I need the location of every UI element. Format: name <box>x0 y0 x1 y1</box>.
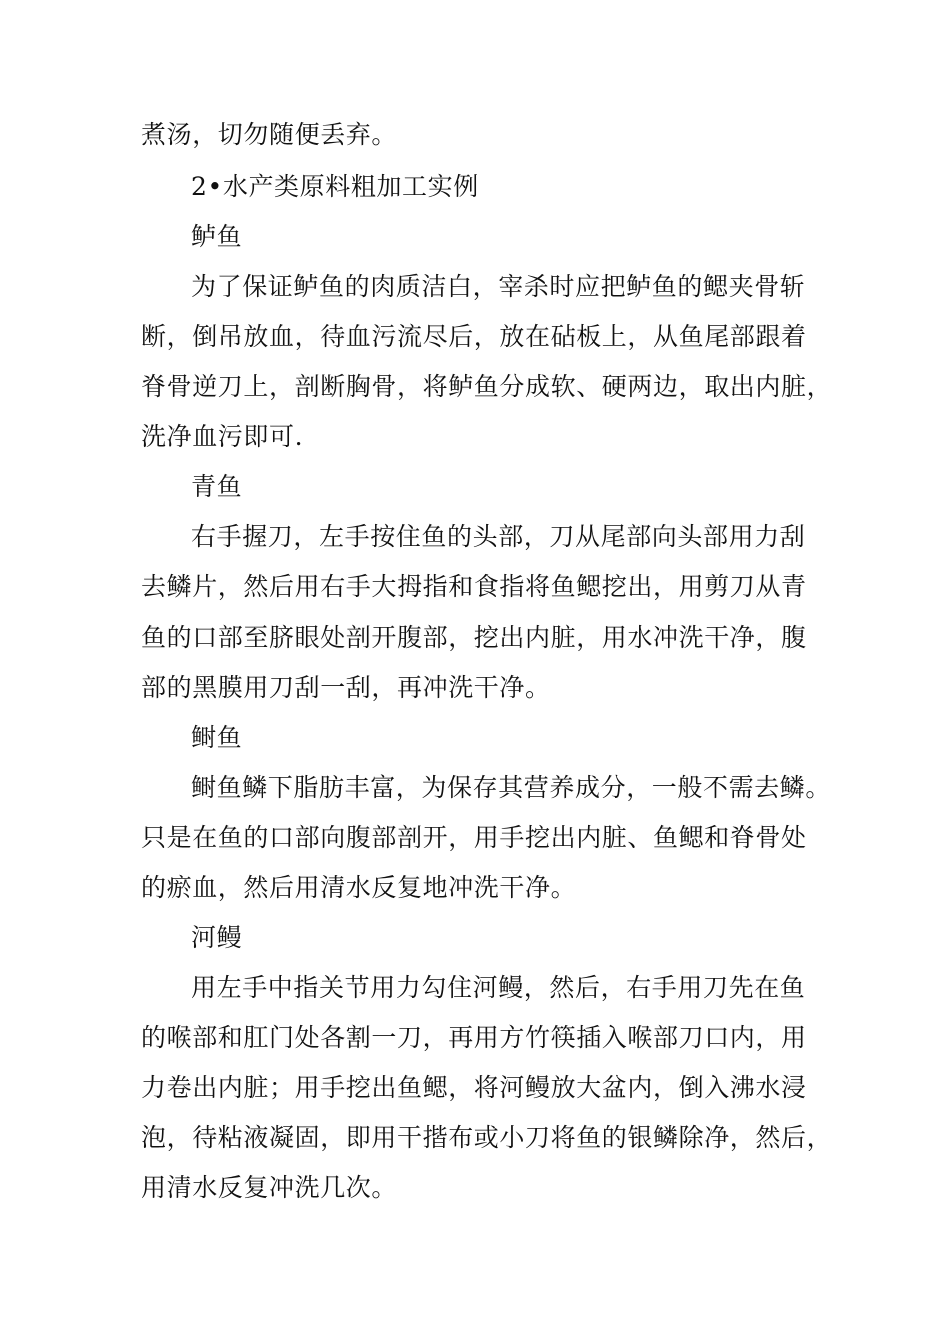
text-line: 洗净血污即可. <box>141 422 304 451</box>
text-line: 力卷出内脏；用手挖出鱼鳃，将河鳗放大盆内，倒入沸水浸 <box>141 1073 807 1102</box>
text-line: 的瘀血，然后用清水反复地冲洗干净。 <box>141 873 577 902</box>
subheading-qingyu: 青鱼 <box>191 472 243 501</box>
text-line: 右手握刀，左手按住鱼的头部，刀从尾部向头部用力刮 <box>191 522 806 551</box>
text-line: 鱼的口部至脐眼处剖开腹部，挖出内脏，用水冲洗干净，腹 <box>141 623 807 652</box>
text-line: 脊骨逆刀上，剖断胸骨，将鲈鱼分成软、硬两边，取出内脏， <box>141 372 833 401</box>
text-line: 部的黑膜用刀刮一刮，再冲洗干净。 <box>141 673 551 702</box>
text-line: 泡，待粘液凝固，即用干揩布或小刀将鱼的银鳞除净，然后， <box>141 1123 833 1152</box>
section-heading: 2•水产类原料粗加工实例 <box>191 172 479 201</box>
subheading-heman: 河鳗 <box>191 923 243 952</box>
text-line: 鲥鱼鳞下脂肪丰富，为保存其营养成分，一般不需去鳞。 <box>191 773 832 802</box>
text-line: 煮汤，切勿随便丢弃。 <box>141 120 398 149</box>
subheading-shiyu: 鲥鱼 <box>191 723 243 752</box>
text-line: 的喉部和肛门处各割一刀，再用方竹筷插入喉部刀口内，用 <box>141 1023 807 1052</box>
text-line: 为了保证鲈鱼的肉质洁白，宰杀时应把鲈鱼的鳃夹骨斩 <box>191 272 806 301</box>
text-line: 用清水反复冲洗几次。 <box>141 1173 398 1202</box>
text-line: 断，倒吊放血，待血污流尽后，放在砧板上，从鱼尾部跟着 <box>141 322 807 351</box>
text-line: 去鳞片，然后用右手大拇指和食指将鱼鳃挖出，用剪刀从青 <box>141 572 807 601</box>
text-line: 用左手中指关节用力勾住河鳗，然后，右手用刀先在鱼 <box>191 973 806 1002</box>
text-line: 只是在鱼的口部向腹部剖开，用手挖出内脏、鱼鳃和脊骨处 <box>141 823 807 852</box>
subheading-luyu: 鲈鱼 <box>191 222 243 251</box>
